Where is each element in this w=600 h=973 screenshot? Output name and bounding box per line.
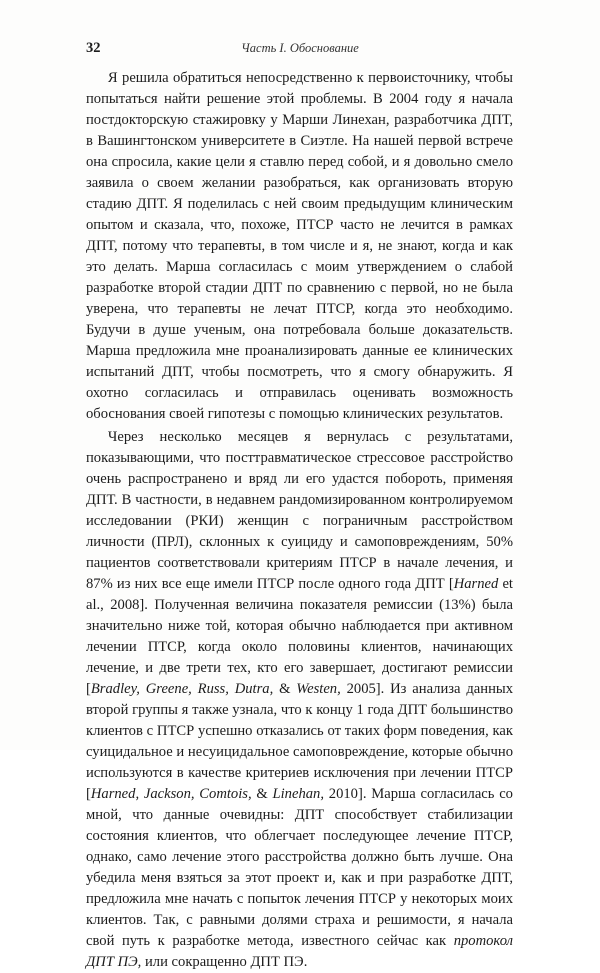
running-head: Часть I. Обоснование — [241, 41, 359, 55]
page-header — [86, 40, 514, 60]
text-segment: или сокращенно ДПТ ПЭ. — [141, 954, 308, 970]
text-segment: Через несколько месяцев я вернулась с результатами, показывающими, что посттравматическое стрессовое расстройство очень распространено и вряд ли его удастся побороть, применяя ДПТ. В частности, в недавнем рандомизированном контролируемом исследовании (РКИ) женщин с пограничным расстройством личности (ПРЛ), склонных к суициду и самоповреждениям, 50% пациентов соответствовали критериям ПТСР в начале лечения, и 87% из них все еще имели ПТСР после одного года ДПТ [ — [86, 429, 513, 592]
italic-text-segment: протокол ДПТ ПЭ, — [86, 933, 513, 970]
body-text — [86, 68, 513, 973]
italic-text-segment: Linehan, — [272, 786, 324, 802]
italic-text-segment: Westen, — [296, 681, 341, 697]
italic-text-segment: Harned, Jackson, Comtois, — [90, 786, 252, 802]
text-segment: 2005]. Из анализа данных второй группы я также узнала, что к концу 1 года ДПТ большинство клиентов с ПТСР успешно отказались от таких форм поведения, как суицидальное и несуицидальное самоповреждение, которые обычно используются в качестве критериев исключения при лечении ПТСР [ — [86, 681, 513, 802]
paragraph — [86, 68, 513, 425]
text-segment: et al., 2008]. Полученная величина показателя ремиссии (13%) была значительно ниже той, которая обычно наблюдается при активном лечении ПТСР, когда около половины клиентов, начинающих лечение, и две трети тех, кто его завершает, достигают ремиссии [ — [86, 576, 513, 697]
text-segment: 2010]. Марша согласилась со мной, что данные очевидны: ДПТ способствует стабилизации состояния клиентов, что облегчает последующее лечение ПТСР, однако, само лечение этого расстройства должно быть лучше. Она убедила меня взяться за этот проект и, как и при разработке ДПТ, предложила мне начать с попыток лечения ПТСР у некоторых моих клиентов. Так, с равными долями страха и решимости, я начала свой путь к разработке метода, известного сейчас как — [86, 786, 513, 949]
paragraph — [86, 427, 513, 973]
page-number: 32 — [86, 40, 101, 56]
italic-text-segment: Harned — [453, 576, 499, 592]
text-segment: & — [251, 786, 273, 802]
text-segment: Я решила обратиться непосредственно к первоисточнику, чтобы попытаться найти решение этой проблемы. В 2004 году я начала постдокторскую стажировку у Марши Линехан, разработчика ДПТ, в Вашингтонском университете в Сиэтле. На нашей первой встрече она спросила, какие цели я ставлю перед собой, и я довольно смело заявила о своем желании разобраться, как организовать вторую стадию ДПТ. Я поделилась с ней своим предыдущим клиническим опытом и сказала, что, похоже, ПТСР часто не лечится в рамках ДПТ, потому что терапевты, в том числе и я, не знают, когда и как это делать. Марша согласилась с моим утверждением о слабой разработке второй стадии ДПТ по сравнению с первой, но не была уверена, что терапевты не лечат ПТСР, когда это необходимо. Будучи в душе ученым, она потребовала больше доказательств. Марша предложила мне проанализировать данные ее клинических испытаний ДПТ, чтобы посмотреть, что я смогу обнаружить. Я охотно согласилась и отправилась оценивать возможность обоснования своей гипотезы с помощью клинических результатов. — [86, 70, 513, 422]
text-segment: & — [273, 681, 297, 697]
italic-text-segment: Bradley, Greene, Russ, Dutra, — [90, 681, 274, 697]
